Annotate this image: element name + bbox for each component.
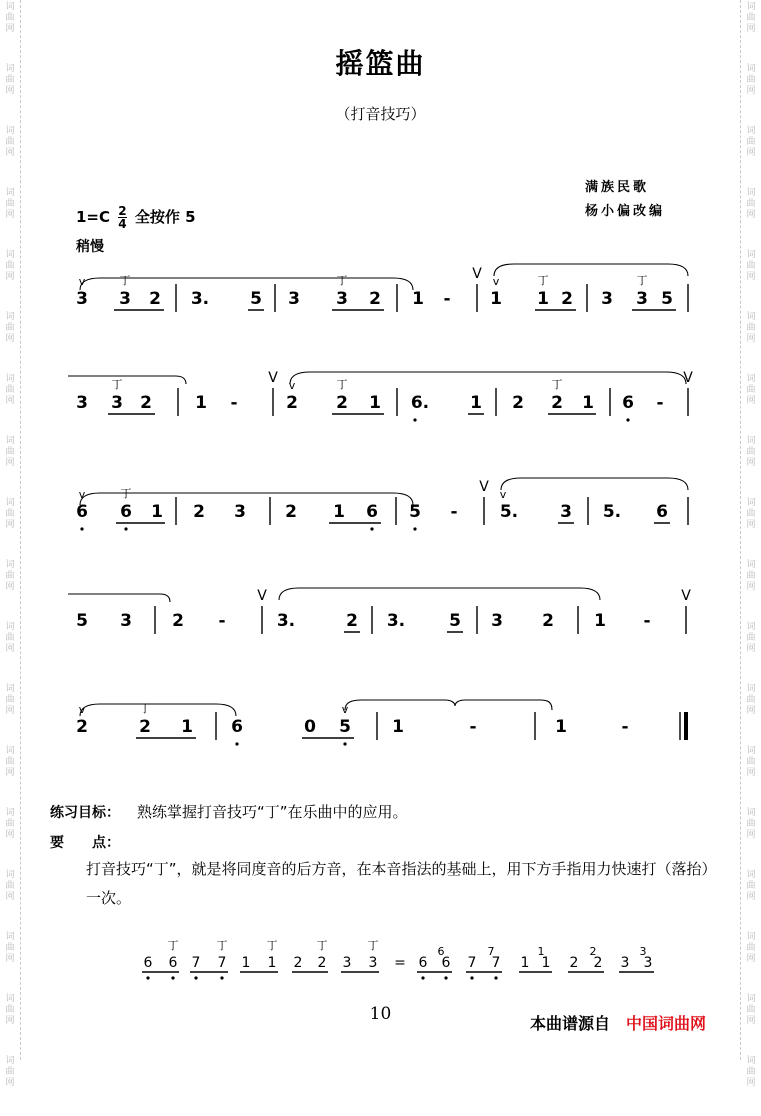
example-note: 6	[143, 955, 153, 971]
note: 3	[336, 289, 348, 309]
note: 1	[369, 393, 381, 413]
note: 1	[333, 502, 345, 522]
note: 2	[512, 393, 524, 413]
note: 5	[409, 502, 421, 522]
goal-text: 熟练掌握打音技巧“丁”在乐曲中的应用。	[137, 803, 408, 821]
example-note: 2	[593, 955, 603, 971]
note: -	[218, 611, 226, 631]
note: -	[643, 611, 651, 631]
page-number: 10	[369, 1004, 392, 1024]
note: 1	[195, 393, 207, 413]
watermark-text: 词 曲 网	[5, 312, 15, 344]
octave-dot	[494, 976, 497, 979]
note: 5.	[602, 502, 622, 522]
watermark-text: 词 曲 网	[746, 498, 756, 530]
note: 3	[76, 289, 88, 309]
watermark-text: 词 曲 网	[746, 126, 756, 158]
note: 5	[339, 717, 351, 737]
song-subtitle: （打音技巧）	[335, 105, 426, 123]
watermark-text: 词 曲 网	[746, 1056, 756, 1088]
octave-dot	[444, 976, 447, 979]
watermark-text: 词 曲 网	[5, 436, 15, 468]
note: -	[443, 289, 451, 309]
ornament-mark: 丁	[367, 939, 379, 952]
note: 2	[193, 502, 205, 522]
note: -	[656, 393, 664, 413]
source-credit	[530, 1011, 706, 1034]
example-note: 3	[368, 955, 378, 971]
note: 1	[555, 717, 567, 737]
note: 2	[172, 611, 184, 631]
watermark-text: 词 曲 网	[746, 312, 756, 344]
equals-sign: =	[394, 955, 406, 971]
note: 1	[151, 502, 163, 522]
tempo-marking: 稍慢	[76, 239, 104, 255]
octave-dot	[124, 527, 127, 530]
note: 3	[234, 502, 246, 522]
ornament-mark: 丁	[316, 939, 328, 952]
example-note: 1	[520, 955, 530, 971]
note: 2	[286, 393, 298, 413]
watermark-text: 词 曲 网	[5, 2, 15, 34]
note: -	[450, 502, 458, 522]
note: 6	[231, 717, 243, 737]
slur	[68, 376, 186, 384]
example-note: 3	[342, 955, 352, 971]
ornament-mark: 丁	[537, 274, 549, 287]
note: 2	[346, 611, 358, 631]
grace-note: 2	[589, 945, 597, 958]
example-note: 2	[293, 955, 303, 971]
watermark-text: 词 曲 网	[746, 250, 756, 282]
breath-mark: V	[268, 370, 278, 386]
ornament-mark: 丁	[336, 274, 348, 287]
note: 5.	[499, 502, 519, 522]
note: 2	[369, 289, 381, 309]
example-note: 7	[467, 955, 477, 971]
accent-mark: v	[499, 488, 507, 501]
example-note: 7	[191, 955, 201, 971]
slur	[68, 594, 170, 602]
breath-mark: V	[683, 370, 693, 386]
watermark-text: 词 曲 网	[746, 932, 756, 964]
note: 1	[537, 289, 549, 309]
watermark-text: 词 曲 网	[5, 188, 15, 220]
note: 3	[491, 611, 503, 631]
note: 2	[76, 717, 88, 737]
source-site-link[interactable]: 中国词曲网	[626, 1014, 707, 1033]
note: 3.	[276, 611, 296, 631]
example-note: 2	[317, 955, 327, 971]
note: 6.	[410, 393, 430, 413]
note: 2	[285, 502, 297, 522]
accent-mark: v	[288, 379, 296, 392]
breath-mark: V	[681, 588, 691, 604]
watermark-text: 词 曲 网	[746, 188, 756, 220]
note: 5	[661, 289, 673, 309]
note: 3	[120, 611, 132, 631]
note: 5	[449, 611, 461, 631]
song-title: 摇篮曲	[335, 47, 426, 80]
watermark-text: 词 曲 网	[746, 994, 756, 1026]
octave-dot	[370, 527, 373, 530]
octave-dot	[220, 976, 223, 979]
slur	[501, 478, 688, 490]
note: 3	[560, 502, 572, 522]
accent-mark: v	[78, 488, 86, 501]
note: 6	[656, 502, 668, 522]
grace-note: 1	[537, 945, 545, 958]
watermark-text: 词 曲 网	[5, 808, 15, 840]
note: 5	[76, 611, 88, 631]
ornament-mark: 丁	[120, 487, 132, 500]
slur	[494, 264, 688, 276]
octave-dot	[194, 976, 197, 979]
octave-dot	[171, 976, 174, 979]
watermark-text: 词 曲 网	[746, 64, 756, 96]
ornament-mark: 丁	[216, 939, 228, 952]
note: 1	[392, 717, 404, 737]
points-label: 要 点：	[50, 835, 120, 851]
grace-note: 6	[437, 945, 445, 958]
fingering-note: 5	[185, 208, 196, 226]
example-note: 7	[491, 955, 501, 971]
example-note: 6	[168, 955, 178, 971]
example-note: 3	[643, 955, 653, 971]
accent-mark: v	[341, 703, 349, 716]
accent-mark: v	[78, 275, 86, 288]
note: 1	[582, 393, 594, 413]
points-text: 打音技巧“丁”，就是将同度音的后方音，在本音指法的基础上，用下方手指用力快速打（落抬）一次。	[86, 860, 717, 907]
grace-note: 3	[639, 945, 647, 958]
time-bottom: 4	[118, 217, 127, 231]
watermark-text: 词 曲 网	[5, 250, 15, 282]
note: 2	[542, 611, 554, 631]
note: 2	[551, 393, 563, 413]
watermark-text: 词 曲 网	[5, 870, 15, 902]
source-prefix: 本曲谱源自	[530, 1014, 611, 1033]
ornament-mark: 丁	[336, 378, 348, 391]
ornament-mark: 丁	[636, 274, 648, 287]
note: 3	[636, 289, 648, 309]
example-note: 6	[418, 955, 428, 971]
note: 0	[304, 717, 316, 737]
watermark-text: 词 曲 网	[5, 374, 15, 406]
octave-dot	[626, 418, 629, 421]
note: 6	[366, 502, 378, 522]
note: 3	[111, 393, 123, 413]
watermark-text: 词 曲 网	[5, 746, 15, 778]
octave-dot	[235, 742, 238, 745]
note: 6	[120, 502, 132, 522]
example-note: 6	[441, 955, 451, 971]
note: 2	[561, 289, 573, 309]
watermark-text: 词 曲 网	[5, 932, 15, 964]
note: 1	[490, 289, 502, 309]
note: 1	[470, 393, 482, 413]
octave-dot	[146, 976, 149, 979]
example-note: 7	[217, 955, 227, 971]
slur	[279, 588, 600, 600]
octave-dot	[421, 976, 424, 979]
ornament-mark: 丁	[266, 939, 278, 952]
ornament-mark: 丁	[167, 939, 179, 952]
grace-note: 7	[487, 945, 495, 958]
watermark-text: 词 曲 网	[746, 436, 756, 468]
watermark-text: 词 曲 网	[5, 994, 15, 1026]
watermark-text: 词 曲 网	[5, 126, 15, 158]
watermark-text: 词 曲 网	[746, 870, 756, 902]
ornament-mark: 丁	[111, 378, 123, 391]
note: 2	[139, 717, 151, 737]
breath-mark: V	[257, 588, 267, 604]
slur	[80, 704, 236, 716]
watermark-text: 词 曲 网	[5, 684, 15, 716]
note: -	[230, 393, 238, 413]
octave-dot	[413, 527, 416, 530]
accent-mark: v	[492, 275, 500, 288]
watermark-text: 词 曲 网	[5, 64, 15, 96]
note: 3	[76, 393, 88, 413]
note: 5	[250, 289, 262, 309]
final-barline	[684, 712, 688, 740]
example-note: 1	[241, 955, 251, 971]
watermark-text: 词 曲 网	[746, 746, 756, 778]
note: 3	[288, 289, 300, 309]
ornament-mark: 丁	[119, 274, 131, 287]
note: 6	[622, 393, 634, 413]
note: 3.	[190, 289, 210, 309]
watermark-text: 词 曲 网	[746, 684, 756, 716]
breath-mark: V	[472, 266, 482, 282]
watermark-text: 词 曲 网	[746, 374, 756, 406]
note: 1	[412, 289, 424, 309]
accent-mark: v	[78, 703, 86, 716]
note: -	[469, 717, 477, 737]
ornament-mark: 丁	[551, 378, 563, 391]
watermark-text: 词 曲 网	[5, 560, 15, 592]
arranger-credit: 杨小偏改编	[585, 204, 666, 219]
note: 6	[76, 502, 88, 522]
octave-dot	[413, 418, 416, 421]
note: 1	[594, 611, 606, 631]
example-note: 2	[569, 955, 579, 971]
origin-credit: 满族民歌	[585, 180, 650, 195]
note: 3	[601, 289, 613, 309]
key: 1=C	[76, 208, 111, 226]
watermark-text: 词 曲 网	[5, 622, 15, 654]
example-note: 1	[541, 955, 551, 971]
goal-label: 练习目标：	[50, 805, 120, 821]
fingering: 全按作	[134, 208, 180, 226]
watermark-text: 词 曲 网	[746, 560, 756, 592]
time-top: 2	[118, 204, 127, 218]
octave-dot	[470, 976, 473, 979]
watermark-text: 词 曲 网	[746, 808, 756, 840]
slur	[290, 372, 686, 384]
note: 1	[181, 717, 193, 737]
octave-dot	[80, 527, 83, 530]
watermark-text: 词 曲 网	[5, 498, 15, 530]
example-note: 3	[620, 955, 630, 971]
example-note: 1	[267, 955, 277, 971]
watermark-text: 词 曲 网	[5, 1056, 15, 1088]
note: 3	[119, 289, 131, 309]
note: 3.	[386, 611, 406, 631]
note: 2	[140, 393, 152, 413]
octave-dot	[343, 742, 346, 745]
ornament-mark: 丁	[139, 702, 151, 715]
breath-mark: V	[479, 479, 489, 495]
watermark-text: 词 曲 网	[746, 2, 756, 34]
note: 2	[149, 289, 161, 309]
note: -	[621, 717, 629, 737]
slur	[345, 700, 552, 710]
watermark-text: 词 曲 网	[746, 622, 756, 654]
note: 2	[336, 393, 348, 413]
